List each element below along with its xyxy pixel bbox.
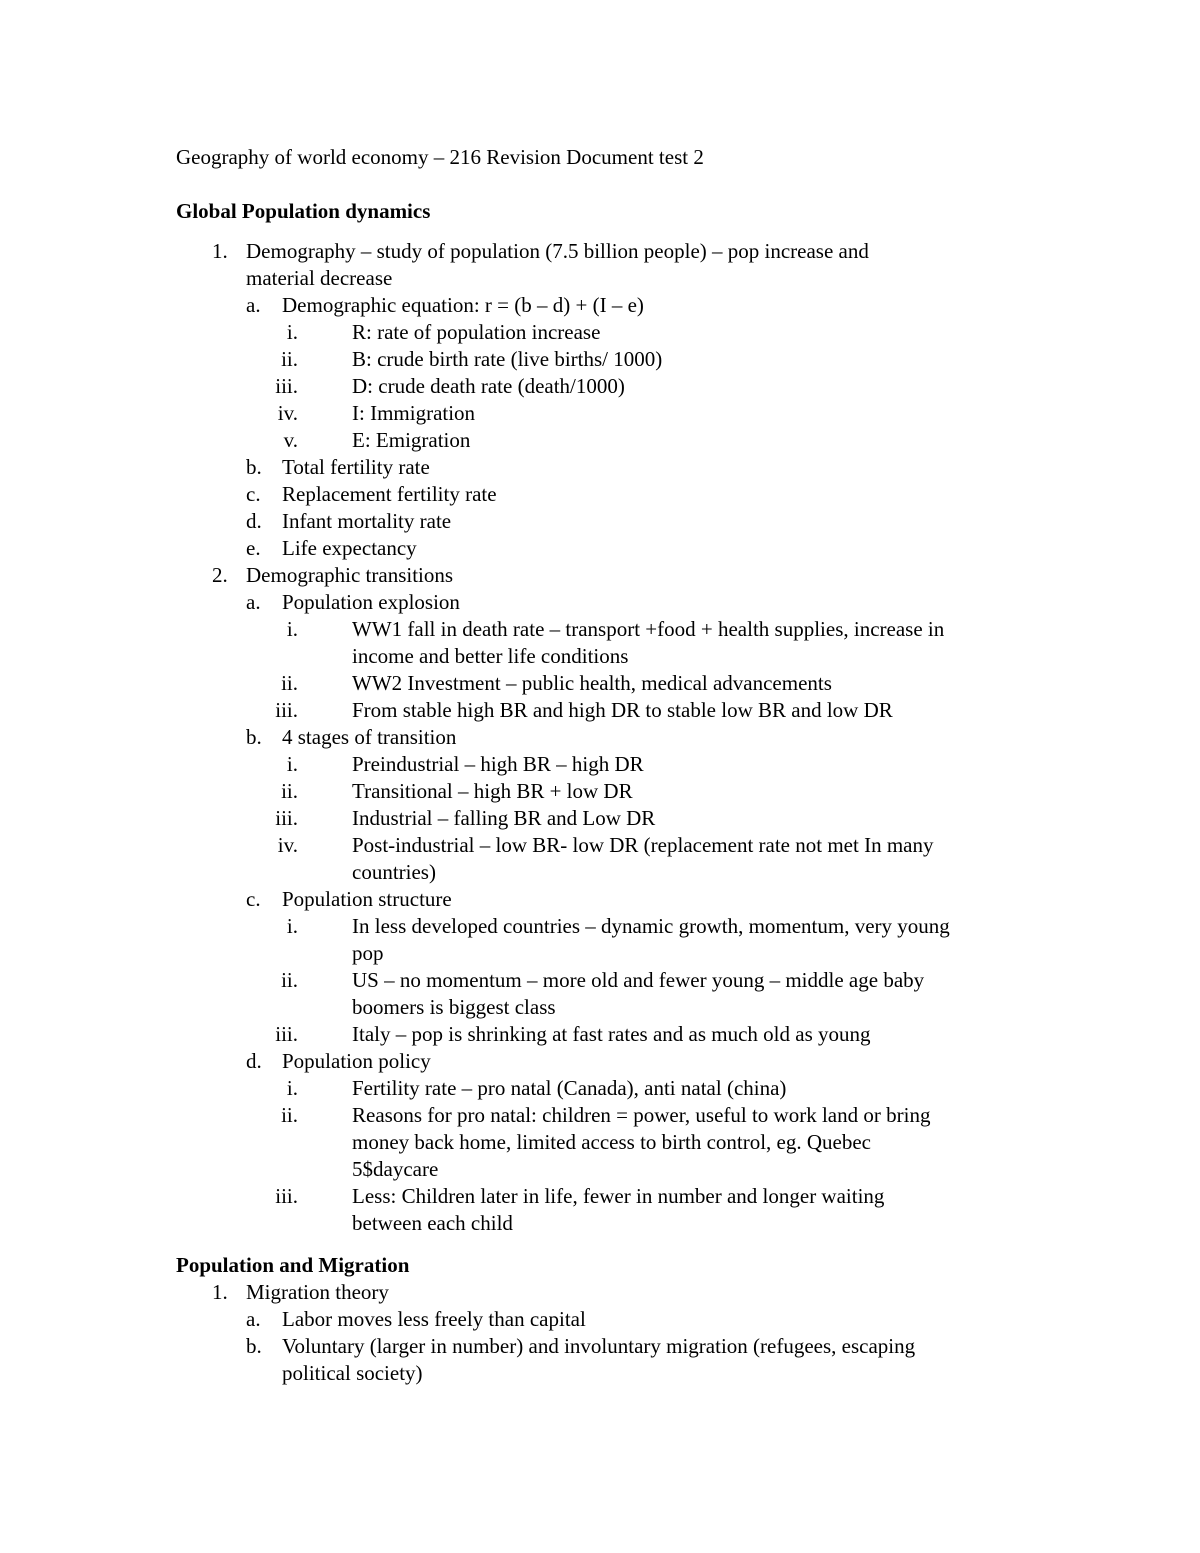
list-item-text: between each child [352, 1211, 513, 1235]
list-item-text: Reasons for pro natal: children = power, useful to work land or bring [352, 1103, 931, 1127]
list-marker: c. [246, 887, 261, 911]
list-item-text: Demographic equation: r = (b – d) + (I – e) [282, 293, 644, 317]
list-item-text: In less developed countries – dynamic growth, momentum, very young [352, 914, 950, 938]
list-item-text: E: Emigration [352, 428, 471, 452]
document-title: Geography of world economy – 216 Revision Document test 2 [176, 145, 704, 169]
list-marker: c. [246, 482, 261, 506]
list-marker: ii. [281, 968, 298, 992]
list-item-text: money back home, limited access to birth control, eg. Quebec [352, 1130, 872, 1154]
list-item-text: Population policy [282, 1049, 431, 1073]
list-item-text: Fertility rate – pro natal (Canada), anti natal (china) [352, 1076, 787, 1100]
list-marker: b. [246, 725, 262, 749]
list-item-text: Replacement fertility rate [282, 482, 497, 506]
list-marker: a. [246, 1307, 261, 1331]
list-item-text: 5$daycare [352, 1157, 439, 1181]
list-marker: i. [286, 320, 298, 344]
list-item-text: Post-industrial – low BR- low DR (replacement rate not met In many [352, 833, 934, 857]
list-marker: ii. [281, 671, 298, 695]
list-item-text: Italy – pop is shrinking at fast rates and as much old as young [352, 1022, 871, 1046]
list-marker: b. [246, 455, 262, 479]
list-marker: iv. [277, 401, 298, 425]
list-item-text: Transitional – high BR + low DR [352, 779, 633, 803]
list-item-text: Demography – study of population (7.5 billion people) – pop increase and [246, 239, 869, 263]
list-item-text: Infant mortality rate [282, 509, 452, 533]
list-marker: a. [246, 293, 261, 317]
list-item-text: Labor moves less freely than capital [282, 1307, 586, 1331]
list-marker: i. [286, 914, 298, 938]
list-item-text: US – no momentum – more old and fewer young – middle age baby [352, 968, 925, 992]
list-marker: b. [246, 1334, 262, 1358]
list-item-text: pop [352, 941, 384, 965]
list-item-text: income and better life conditions [352, 644, 629, 668]
list-marker: 2. [212, 563, 228, 587]
list-item-text: Industrial – falling BR and Low DR [352, 806, 656, 830]
list-marker: iii. [275, 374, 298, 398]
list-item-text: Population explosion [282, 590, 460, 614]
list-marker: ii. [281, 1103, 298, 1127]
list-item-text: WW1 fall in death rate – transport +food + health supplies, increase in [352, 617, 945, 641]
list-marker: ii. [281, 779, 298, 803]
list-item-text: boomers is biggest class [352, 995, 556, 1019]
list-item-text: From stable high BR and high DR to stable low BR and low DR [352, 698, 893, 722]
list-item-text: Voluntary (larger in number) and involuntary migration (refugees, escaping [282, 1334, 916, 1358]
list-marker: 1. [212, 239, 228, 263]
list-item-text: Less: Children later in life, fewer in number and longer waiting [352, 1184, 885, 1208]
list-item-text: political society) [282, 1361, 423, 1385]
list-item-text: Total fertility rate [282, 455, 430, 479]
list-marker: iii. [275, 806, 298, 830]
list-marker: e. [246, 536, 261, 560]
list-item-text: Migration theory [246, 1280, 389, 1304]
list-item-text: Population structure [282, 887, 452, 911]
list-marker: i. [286, 1076, 298, 1100]
list-item-text: 4 stages of transition [282, 725, 457, 749]
list-marker: ii. [281, 347, 298, 371]
list-marker: i. [286, 617, 298, 641]
list-marker: a. [246, 590, 261, 614]
list-marker: 1. [212, 1280, 228, 1304]
list-marker: d. [246, 509, 262, 533]
list-item-text: Demographic transitions [246, 563, 454, 587]
list-item-text: D: crude death rate (death/1000) [352, 374, 625, 398]
list-item-text: I: Immigration [352, 401, 476, 425]
section-heading: Global Population dynamics [176, 199, 431, 223]
list-item-text: B: crude birth rate (live births/ 1000) [352, 347, 663, 371]
list-item-text: WW2 Investment – public health, medical advancements [352, 671, 832, 695]
list-item-text: Preindustrial – high BR – high DR [352, 752, 644, 776]
section-heading: Population and Migration [176, 1253, 410, 1277]
list-item-text: countries) [352, 860, 436, 884]
list-item-text: material decrease [246, 266, 393, 290]
list-marker: iii. [275, 698, 298, 722]
list-marker: iii. [275, 1184, 298, 1208]
list-item-text: R: rate of population increase [352, 320, 601, 344]
list-marker: iv. [277, 833, 298, 857]
list-marker: d. [246, 1049, 262, 1073]
list-item-text: Life expectancy [282, 536, 417, 560]
list-marker: v. [283, 428, 298, 452]
list-marker: iii. [275, 1022, 298, 1046]
list-marker: i. [286, 752, 298, 776]
